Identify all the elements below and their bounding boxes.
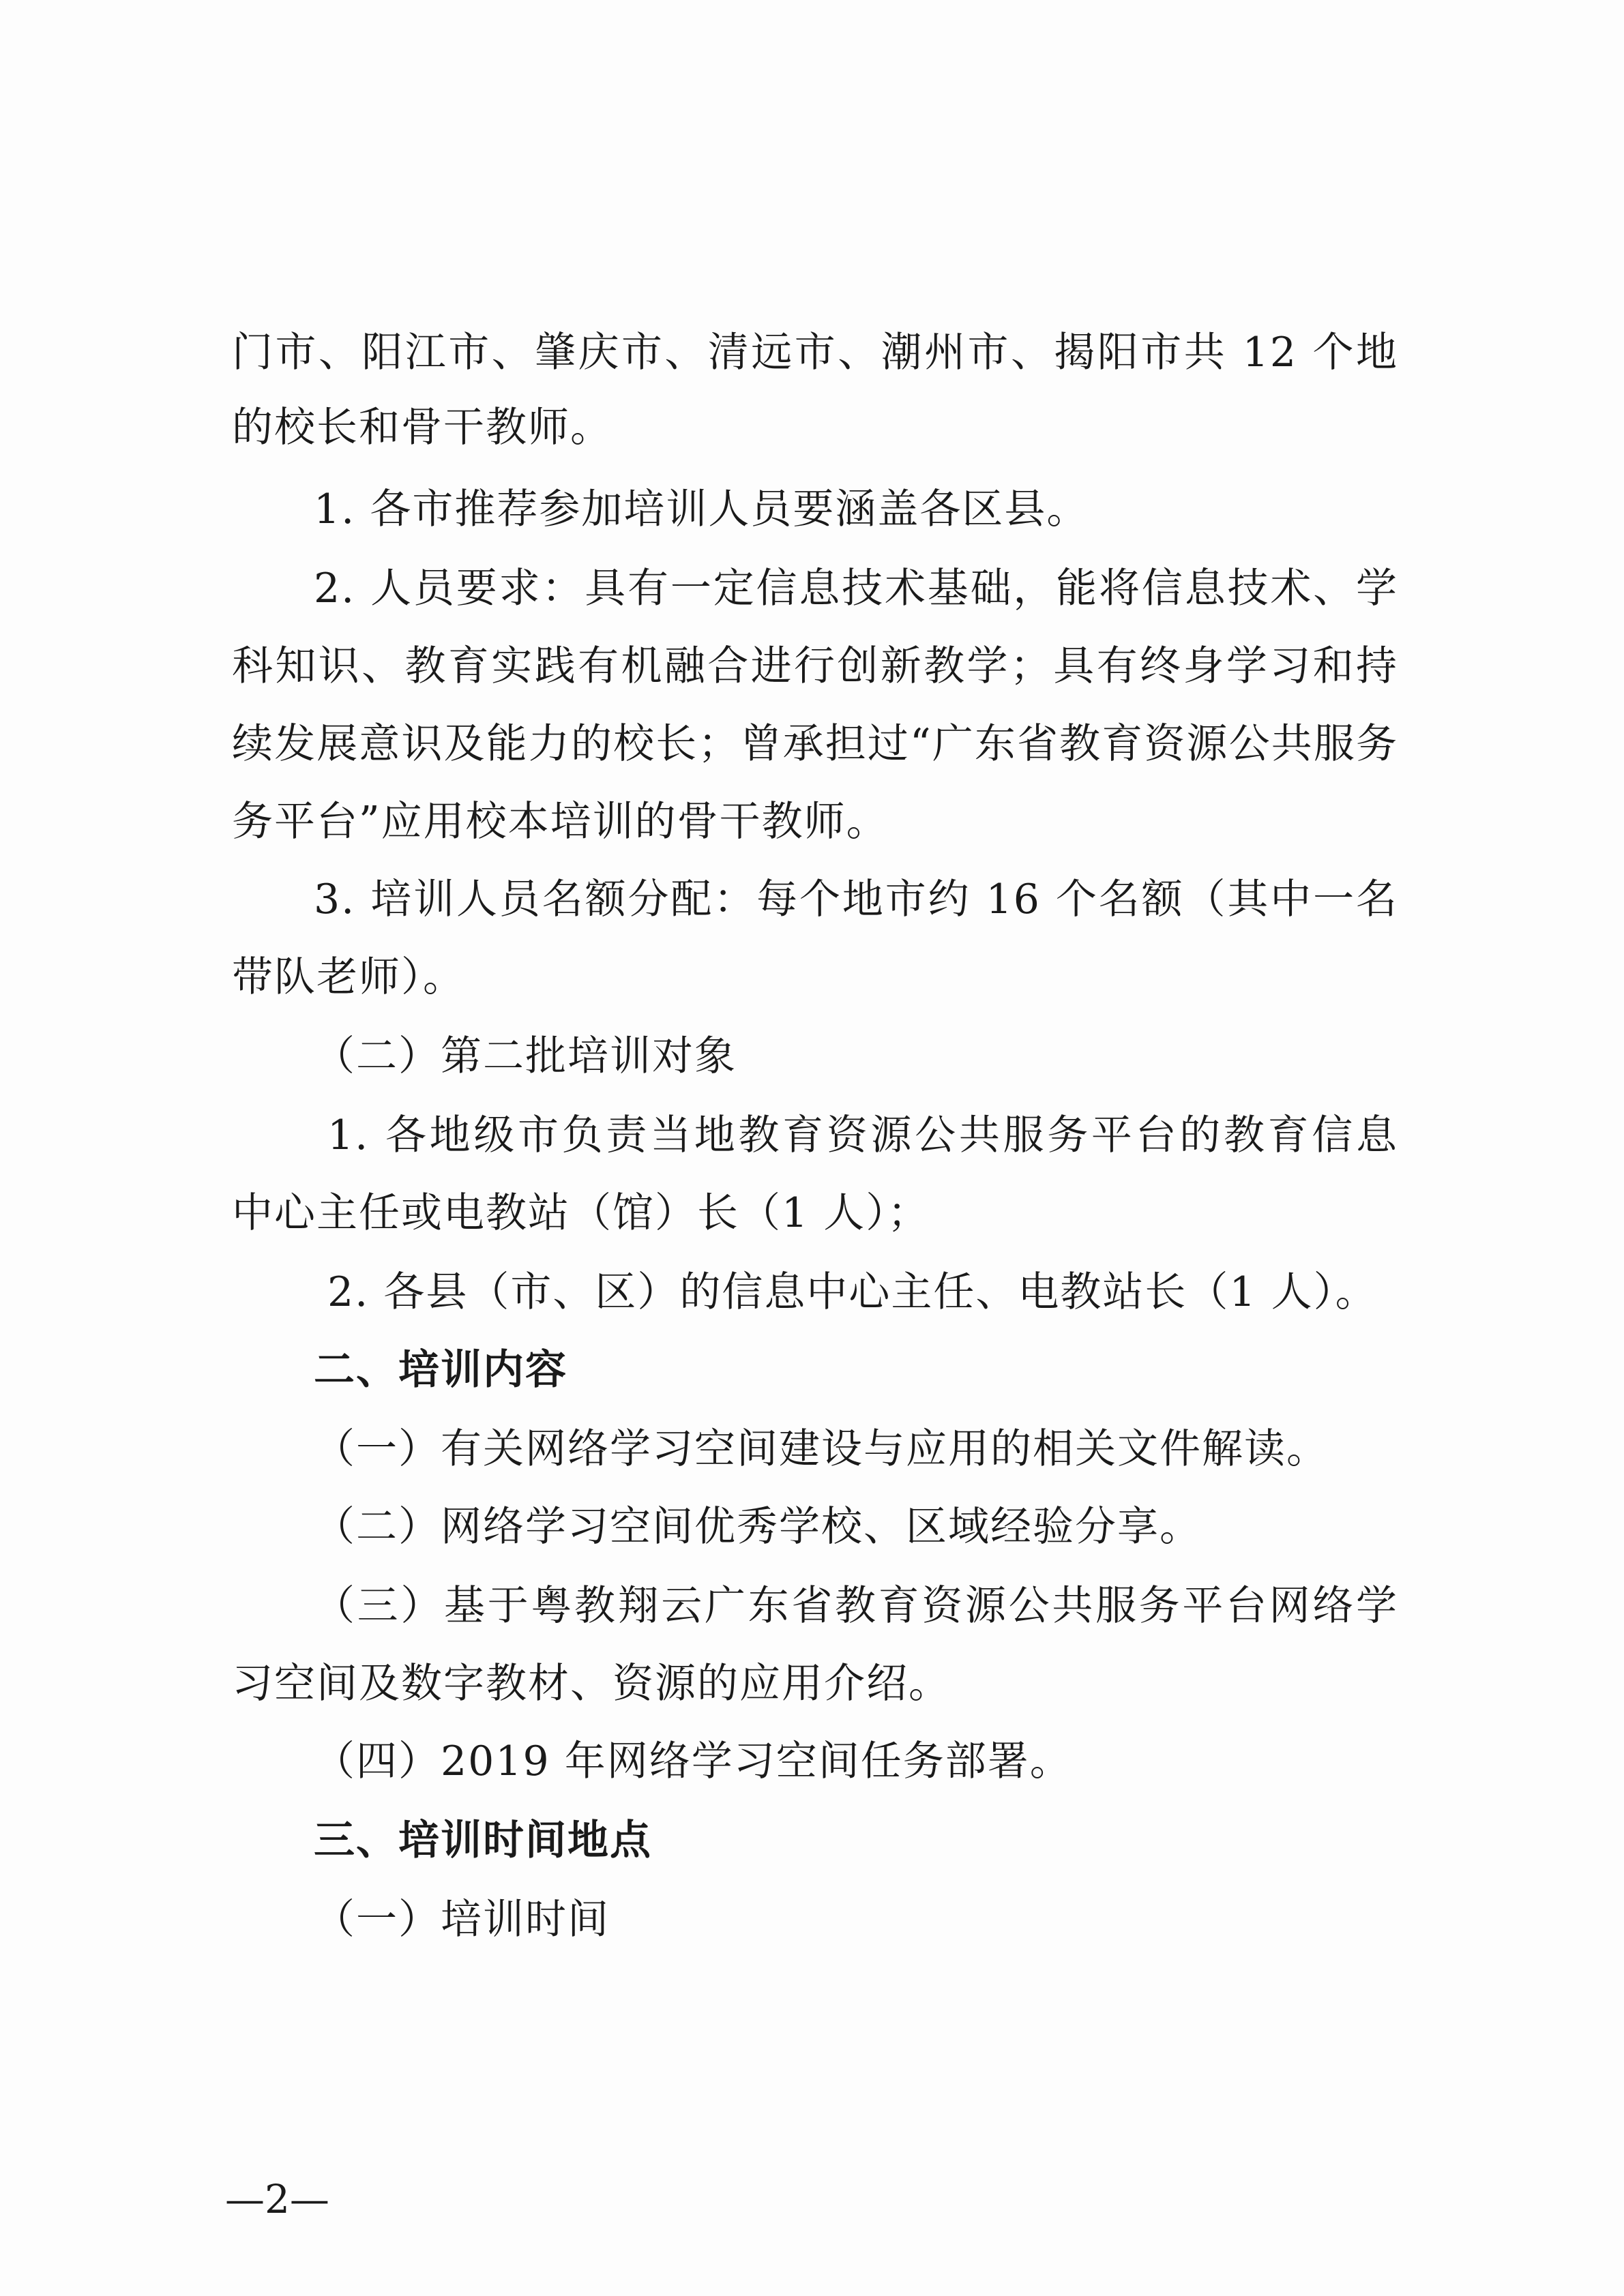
list-item: （一）有关网络学习空间建设与应用的相关文件解读。 <box>314 1425 1329 1473</box>
body-line: 的校长和骨干教师。 <box>232 404 612 451</box>
section-heading: 二、培训内容 <box>314 1346 567 1394</box>
subsection-heading: （二）第二批培训对象 <box>314 1032 737 1080</box>
list-item: 1. 各市推荐参加培训人员要涵盖各区县。 <box>314 486 1089 533</box>
body-line: 务平台”应用校本培训的骨干教师。 <box>232 798 889 846</box>
list-item: 1. 各地级市负责当地教育资源公共服务平台的教育信息 <box>327 1112 1398 1159</box>
list-item: （三）基于粤教翔云广东省教育资源公共服务平台网络学 <box>314 1582 1398 1630</box>
body-line: 科知识、教育实践有机融合进行创新教学；具有终身学习和持 <box>232 642 1398 690</box>
section-heading: 三、培训时间地点 <box>314 1817 652 1864</box>
body-line: 带队老师）。 <box>232 953 465 1001</box>
list-item: 2. 人员要求：具有一定信息技术基础，能将信息技术、学 <box>314 565 1398 612</box>
list-item: 2. 各县（市、区）的信息中心主任、电教站长（1 人）。 <box>327 1268 1378 1316</box>
body-line: 习空间及数字教材、资源的应用介绍。 <box>232 1660 951 1708</box>
list-item: 3. 培训人员名额分配：每个地市约 16 个名额（其中一名 <box>314 876 1398 923</box>
body-line: 中心主任或电教站（馆）长（1 人）； <box>232 1189 930 1237</box>
page-number: —2— <box>225 2176 329 2222</box>
subsection-heading: （一）培训时间 <box>314 1896 610 1943</box>
list-item: （四）2019 年网络学习空间任务部署。 <box>314 1738 1072 1785</box>
list-item: （二）网络学习空间优秀学校、区域经验分享。 <box>314 1503 1202 1551</box>
body-line: 续发展意识及能力的校长；曾承担过“广东省教育资源公共服务 <box>232 720 1398 768</box>
body-line: 门市、阳江市、肇庆市、清远市、潮州市、揭阳市共 12 个地 <box>232 329 1398 376</box>
